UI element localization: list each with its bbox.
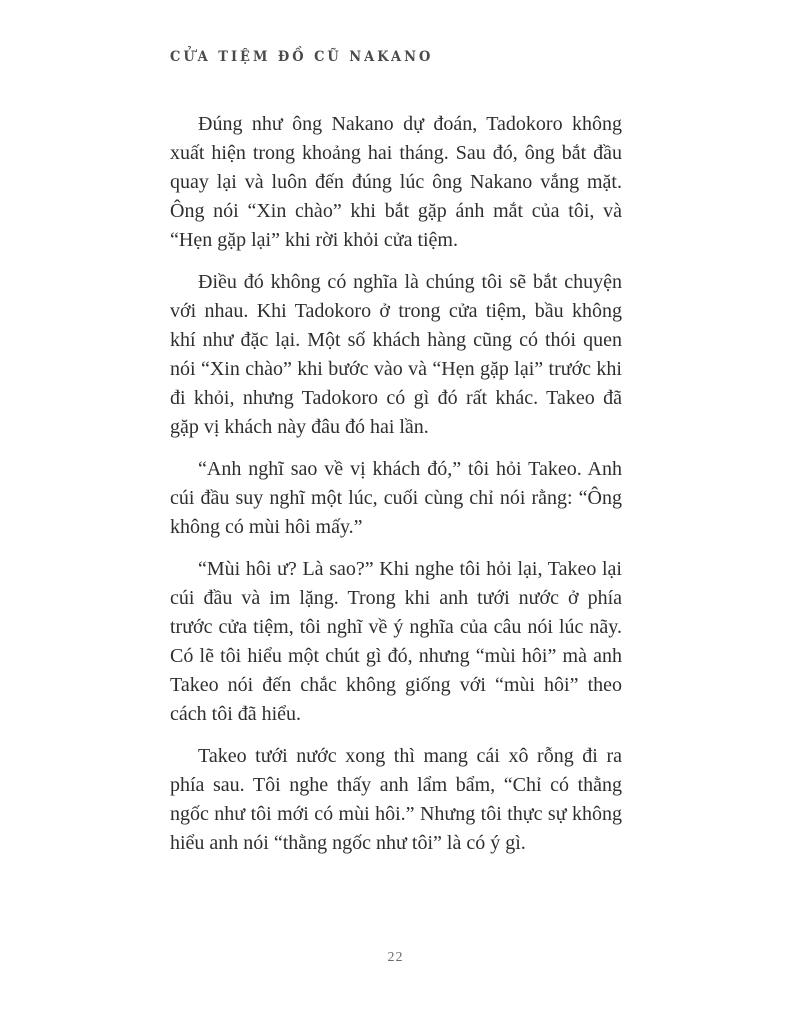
paragraph: “Anh nghĩ sao về vị khách đó,” tôi hỏi Takeo. Anh cúi đầu suy nghĩ một lúc, cuối cùng chỉ nói rằng: “Ông không có mùi hôi mấy.” xyxy=(170,458,622,538)
page-body xyxy=(170,110,622,871)
paragraph: Takeo tưới nước xong thì mang cái xô rỗng đi ra phía sau. Tôi nghe thấy anh lẩm bẩm, “Chỉ có thằng ngốc như tôi mới có mùi hôi.” Nhưng tôi thực sự không hiểu anh nói “thằng ngốc như tôi” là có ý gì. xyxy=(170,745,622,854)
running-header: CỬA TIỆM ĐỒ CŨ NAKANO xyxy=(170,49,434,66)
paragraph: Đúng như ông Nakano dự đoán, Tadokoro không xuất hiện trong khoảng hai tháng. Sau đó, ông bắt đầu quay lại và luôn đến đúng lúc ông Nakano vắng mặt. Ông nói “Xin chào” khi bắt gặp ánh mắt của tôi, và “Hẹn gặp lại” khi rời khỏi cửa tiệm. xyxy=(170,113,622,251)
paragraph: Điều đó không có nghĩa là chúng tôi sẽ bắt chuyện với nhau. Khi Tadokoro ở trong cửa tiệm, bầu không khí như đặc lại. Một số khách hàng cũng có thói quen nói “Xin chào” khi bước vào và “Hẹn gặp lại” trước khi đi khỏi, nhưng Tadokoro có gì đó rất khác. Takeo đã gặp vị khách này đâu đó hai lần. xyxy=(170,271,622,438)
page-footer xyxy=(0,948,791,966)
paragraph: “Mùi hôi ư? Là sao?” Khi nghe tôi hỏi lại, Takeo lại cúi đầu và im lặng. Trong khi anh tưới nước ở phía trước cửa tiệm, tôi nghĩ về ý nghĩa của câu nói lúc nãy. Có lẽ tôi hiểu một chút gì đó, nhưng “mùi hôi” mà anh Takeo nói đến chắc không giống với “mùi hôi” theo cách tôi đã hiểu. xyxy=(170,558,622,725)
page-number: 22 xyxy=(387,950,404,965)
